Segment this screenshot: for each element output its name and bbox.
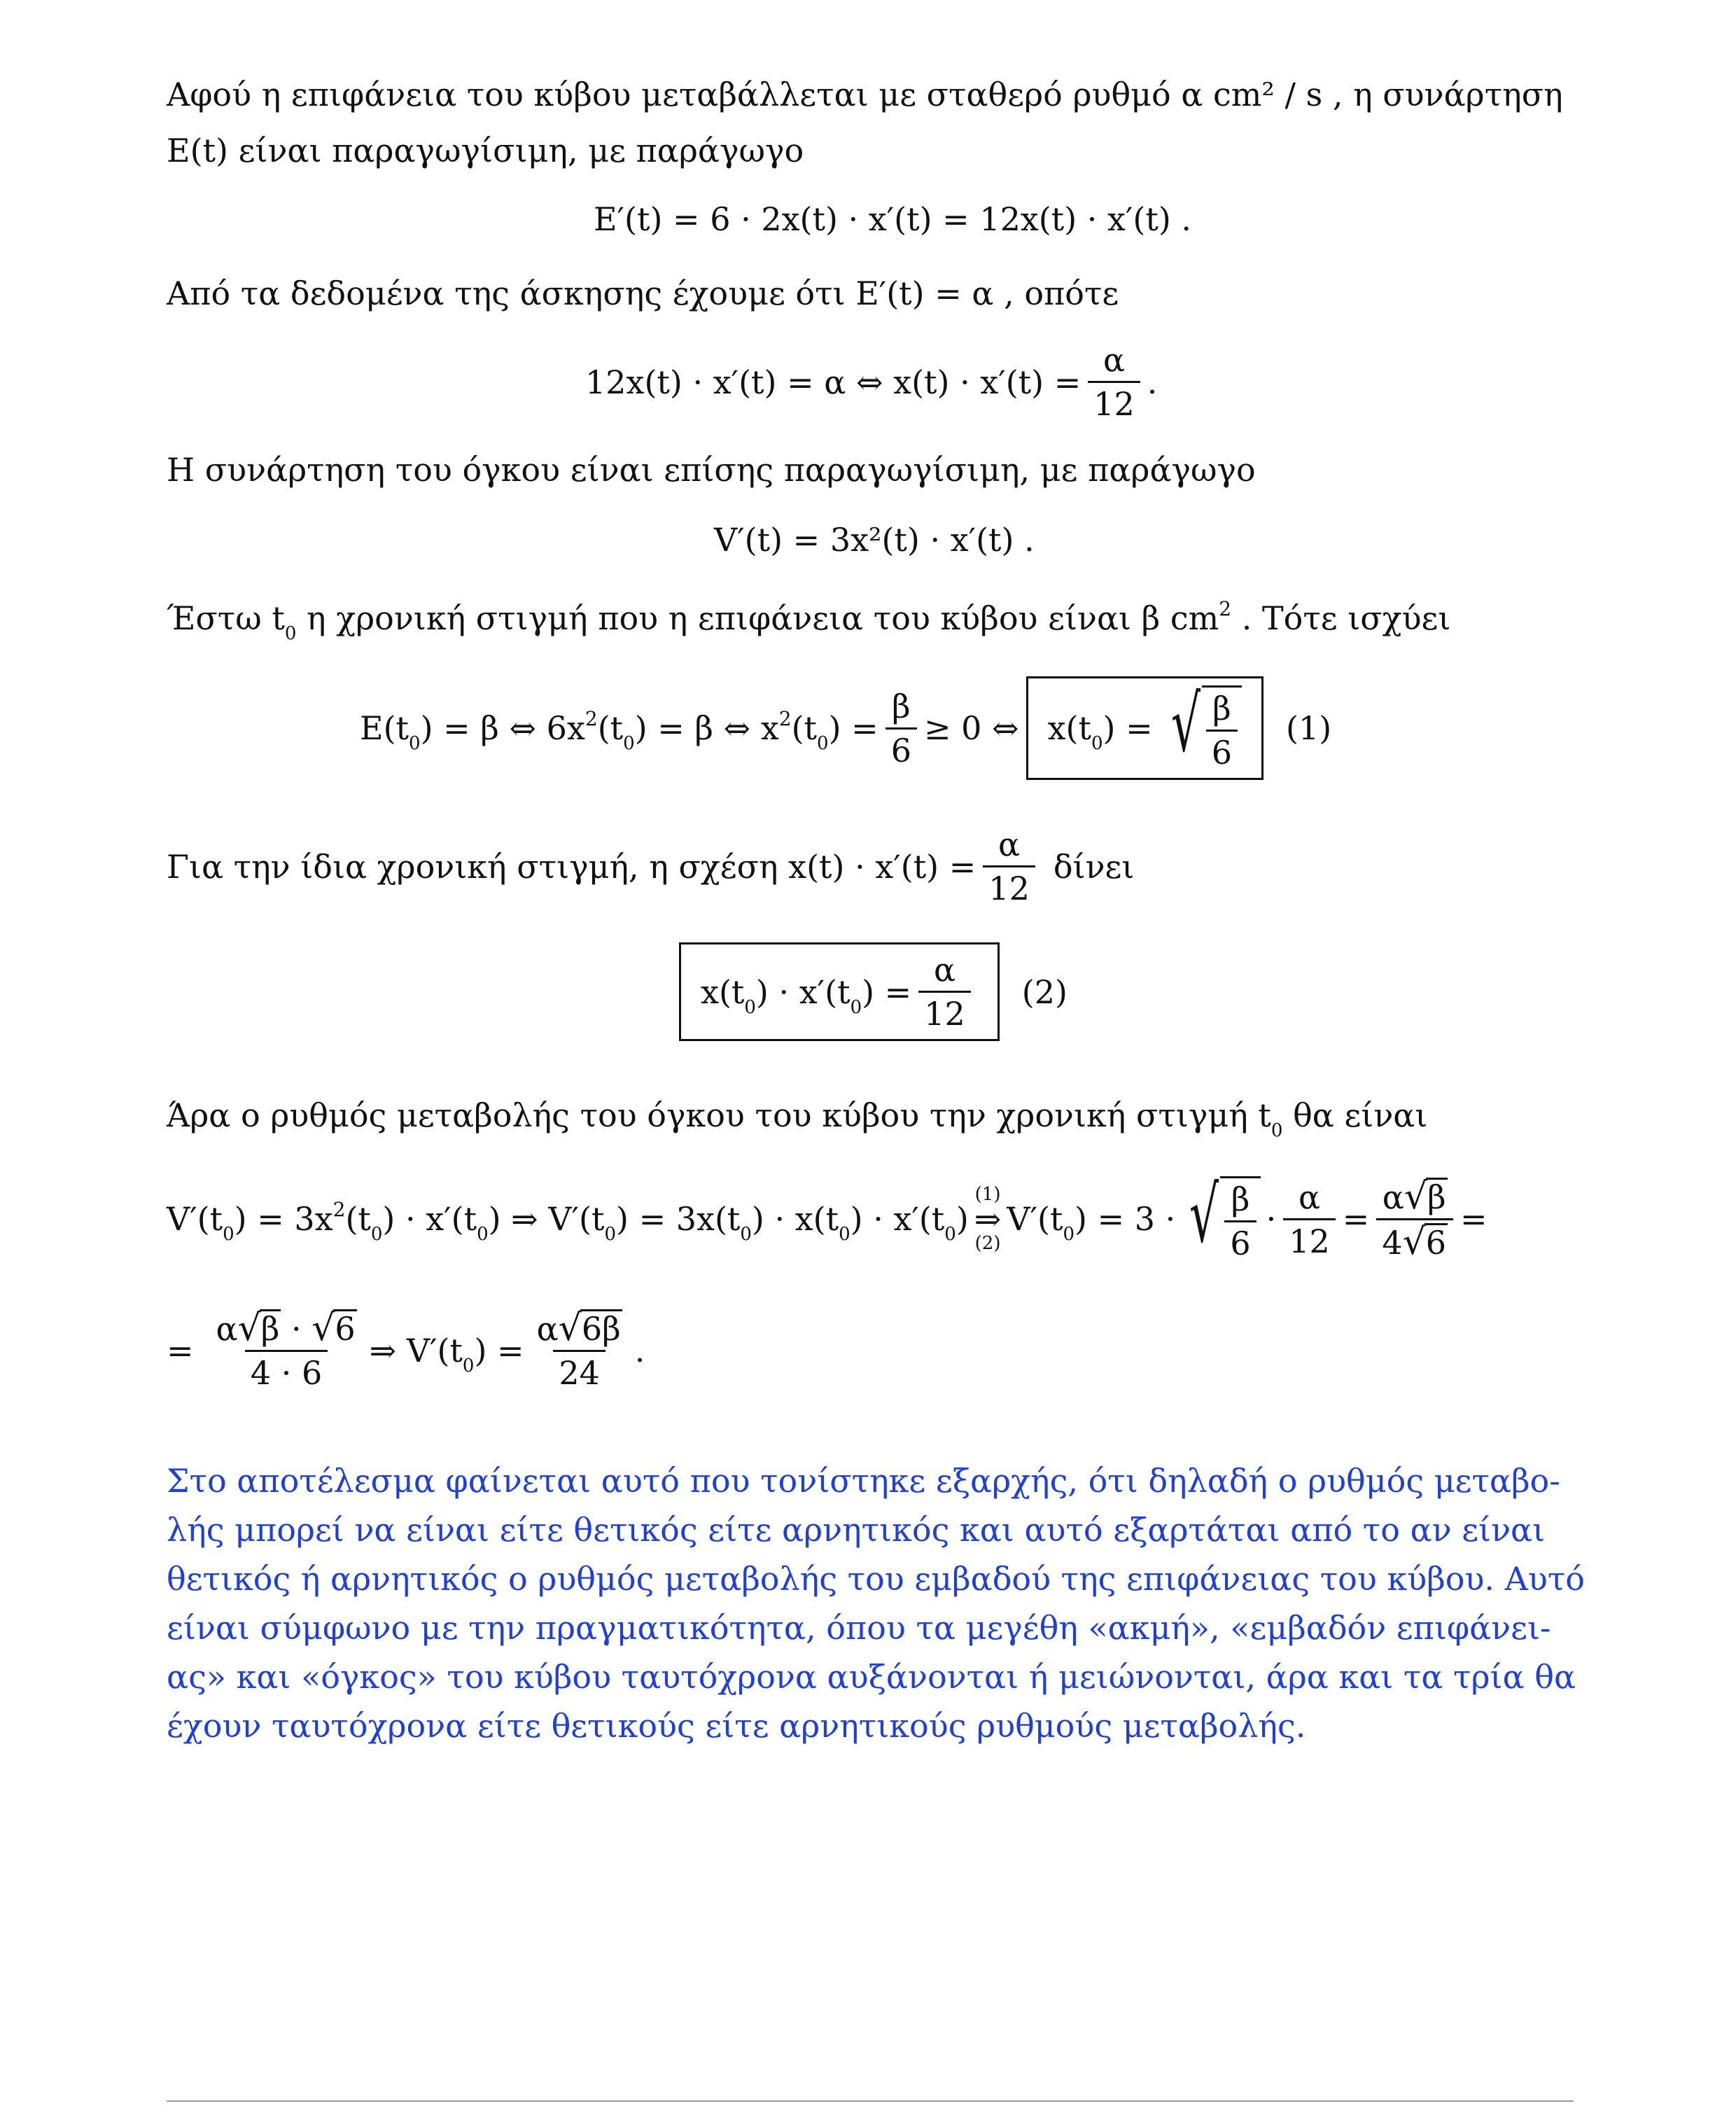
para5 xyxy=(167,826,1134,907)
equation-tag-1: (1) xyxy=(1286,709,1332,747)
para5-numerator: α xyxy=(998,825,1021,863)
equation-product-at-t0 xyxy=(679,942,1068,1041)
commentary-line-5: ας» και «όγκος» του κύβου ταυτόχρονα αυξάνονται ή μειώνονται, άρα και τα τρία θα xyxy=(167,1658,1576,1696)
equation-volume-rate-chain: $V'(t_0) = 3x^2(t_0) \cdot x'(t_0)$ ⇒ $V'(t_0) = 3x(t_0) \cdot x(t_0) \cdot x'(t_0)$ (1) ⇒ (2) $V'(t_0) = 3$ · √ $\frac{\beta}{6}$ · $\frac{\alpha}{12}$ = α √ β 4 √ 6 = xyxy=(167,1170,1488,1263)
eq2-left: 12x(t) · x′(t) = α ⇔ x(t) · x′(t) = xyxy=(585,363,1082,401)
para5-text-a: Για την ίδια χρονική στιγμή, η σχέση x(t) · x′(t) = xyxy=(167,847,976,886)
equation-surface-derivative: E′(t) = 6 · 2x(t) · x′(t) = 12x(t) · x′(t) . xyxy=(594,200,1192,238)
commentary-paragraph xyxy=(167,1456,1585,1750)
para6 xyxy=(167,1094,1427,1143)
eq2-fraction xyxy=(1088,342,1140,422)
equation-edge-at-t0 xyxy=(360,676,1331,780)
eq2-denominator: 12 xyxy=(1088,381,1140,422)
para6-text-a: Άρα ο ρυθμός μεταβολής του όγκου του κύβου την χρονική στιγμή t xyxy=(167,1096,1271,1134)
para4 xyxy=(167,597,1450,646)
equation-product-relation xyxy=(585,342,1157,422)
commentary-line-1: Στο αποτέλεσμα φαίνεται αυτό που τονίστηκε εξαρχής, ότι δηλαδή ο ρυθμός μεταβο- xyxy=(167,1462,1560,1500)
equation-volume-rate-result: = α √ β · √ 6 4 · 6 ⇒ $V'(t_0)$ = α √ 6β 24 . xyxy=(167,1307,645,1392)
implies-arrow-with-refs: (1) ⇒ (2) xyxy=(974,1184,1002,1254)
para5-text-b: δίνει xyxy=(1053,847,1135,886)
para6-subscript: 0 xyxy=(1270,1120,1283,1141)
para3: Η συνάρτηση του όγκου είναι επίσης παραγωγίσιμη, με παράγωγο xyxy=(167,451,1256,489)
eq4-middle: ≥ 0 ⇔ xyxy=(923,709,1019,747)
sqrt-beta-over-6: √ $\frac{\beta}{6}$ xyxy=(1161,685,1242,771)
commentary-line-6: έχουν ταυτόχρονα είτε θετικούς είτε αρνητικούς ρυθμούς μεταβολής. xyxy=(167,1707,1306,1745)
para5-fraction xyxy=(983,826,1035,907)
equation-tag-2: (2) xyxy=(1021,972,1068,1011)
equation-volume-derivative: V′(t) = 3x²(t) · x′(t) . xyxy=(714,521,1035,559)
alpha-sqrt-beta-over-4-sqrt6: α √ β 4 √ 6 xyxy=(1376,1178,1453,1261)
eq2-end: . xyxy=(1147,363,1158,401)
commentary-line-2: λής μπορεί να είναι είτε θετικός είτε αρνητικός και αυτό εξαρτάται από το αν είναι xyxy=(167,1511,1546,1549)
para6-text-b: θα είναι xyxy=(1282,1096,1428,1134)
para1-line2: E(t) είναι παραγωγίσιμη, με παράγωγο xyxy=(167,132,804,169)
para2: Από τα δεδομένα της άσκησης έχουμε ότι E′(t) = α , οπότε xyxy=(167,274,1119,312)
eq2-numerator: α xyxy=(1102,341,1126,379)
arrow-ref-top: (1) xyxy=(974,1184,1001,1205)
para4-subscript: 0 xyxy=(284,623,297,644)
boxed-result-2: $x(t_0) \cdot x'(t_0)$ = $\frac{\alpha}{12}$ xyxy=(679,942,1000,1041)
arrow-ref-bottom: (2) xyxy=(974,1233,1001,1254)
commentary-line-3: θετικός ή αρνητικός ο ρυθμός μεταβολής του εμβαδού της επιφάνειας του κύβου. Αυτό xyxy=(167,1560,1585,1598)
para4-superscript: 2 xyxy=(1219,597,1232,620)
para1-line1: Αφού η επιφάνεια του κύβου μεταβάλλεται με σταθερό ρυθμό α cm² / s , η συνάρτηση xyxy=(167,76,1563,113)
commentary-line-4: είναι σύμφωνο με την πραγματικότητα, όπου τα μεγέθη «ακμή», «εμβαδόν επιφάνει- xyxy=(167,1609,1551,1647)
para4-text-a: Έστω t xyxy=(167,599,285,637)
eq4-left: $E(t_0) = \beta$ ⇔ $6x^2(t_0) = \beta$ ⇔ $x^2(t_0)$ = xyxy=(360,707,878,754)
para5-denominator: 12 xyxy=(983,865,1035,907)
sqrt-beta-over-6-b: √ $\frac{\beta}{6}$ xyxy=(1180,1176,1260,1262)
footer-divider xyxy=(167,2100,1574,2102)
boxed-result-1: $x(t_0)$ = √ $\frac{\beta}{6}$ xyxy=(1026,676,1264,780)
para4-text-c: . Τότε ισχύει xyxy=(1231,599,1451,637)
para4-text-b: η χρονική στιγμή που η επιφάνεια του κύβου είναι β cm xyxy=(296,599,1219,637)
eq4-fraction: $\frac{\beta}{6}$ xyxy=(886,688,917,769)
